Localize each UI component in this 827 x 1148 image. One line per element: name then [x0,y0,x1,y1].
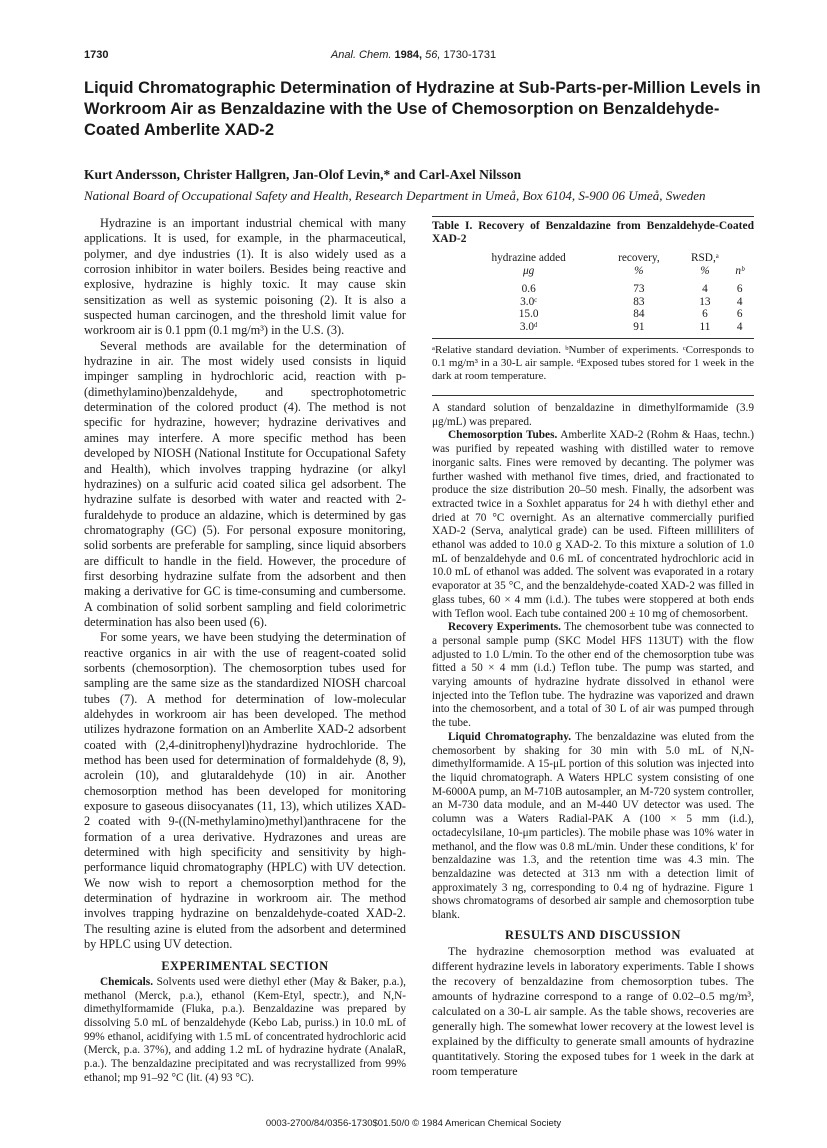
table-cell: 0.6 [521,283,536,295]
table-cell: 4 [736,320,743,333]
table-cell: 3.0ᵈ [519,320,538,333]
table-cell: 91 [633,320,645,333]
chemicals-heading: Chemicals. [100,975,154,988]
page-number: 1730 [84,49,109,61]
intro-paragraph-2: Several methods are available for the determination of hydrazine in air. The most widely used consists in liquid impinger sampling in hydrochloric acid, reaction with p-(dimethylamino)benzaldehyde, and spectrophotometric determination of the colored product (4). The method is not specific for hydrazine, however; hydrazine derivatives and amines may interfere. A more specific method has been developed by NIOSH (National Institute for Occupational Safety and Health), which involves trapping hydrazine (or alkyl hydrazines) on a sulfuric acid coated silica gel adsorbent. The hydrazine sulfate is desorbed with water and reacted with 2-furaldehyde to produce an aldazine, which is determined by gas chromatography (GC) (5). For personal exposure monitoring, solid sorbents are preferable for sampling, since liquid absorbers are difficult to handle in the field. However, the procedure of first desorbing hydrazine sulfate from the adsorbent and then making a derivative for GC is time-consuming and cumbersome. A combination of solid sorbent sampling and field colorimetric determination has also been used (6). [84,338,406,629]
table-row [458,308,748,321]
recovery-text: The chemosorbent tube was connected to a personal sample pump (SKC Model HFS 113UT) with the flow adjusted to 1.0 L/min. To the other end of the chemosorption tube was fitted a 50 × 4 mm (i.d.) Teflon tube. The pump was started, and varying amounts of hydrazine hydrate dissolved in ethanol were injected into the Teflon tube. The hydrazine was vaporized and drawn into the chemosorbent, and a total of 30 L of air was pumped through the tube. [432,621,754,730]
recovery-heading: Recovery Experiments. [448,621,561,634]
results-section-heading: RESULTS AND DISCUSSION [505,927,681,942]
table-header-cell: RSD,ᵃ [690,252,719,264]
table-cell: 6 [736,283,743,295]
standard-solution-paragraph: A standard solution of benzaldazine in dimethylformamide (3.9 μg/mL) was prepared. [432,402,754,428]
chemosorption-heading: Chemosorption Tubes. [448,429,558,442]
results-paragraph: The hydrazine chemosorption method was evaluated at different hydrazine levels in laboratory experiments. Table I shows the recovery of benzaldazine from chemosorption tubes. The amounts of hydrazine correspond to a range of 0.02–0.5 mg/m³, calculated on a 30-L air sample. As the table shows, recoveries are generally high. The somewhat lower recovery at the lowest level is explained by the difficulty to generate small amounts of hydrazine quantitatively. Storing the exposed tubes for 1 week in the dark at room temperature [432,944,754,1079]
chemicals-paragraph [84,976,406,1086]
journal-volume: 56, [425,49,441,61]
experimental-section-heading: EXPERIMENTAL SECTION [161,958,329,973]
right-column [432,216,754,1079]
table-cell: 15.0 [518,308,539,320]
table-caption: Table I. Recovery of Benzaldazine from Benzaldehyde-Coated XAD-2 [432,220,754,245]
table-cell: 4 [702,283,708,295]
table-cell: 11 [699,320,711,333]
table-footnote: ᵃRelative standard deviation. ᵇNumber of experiments. ᶜCorresponds to 0.1 mg/m³ in a 30-L air sample. ᵈExposed tubes stored for 1 week in the dark at room temperature. [432,338,754,383]
table-row [458,321,748,339]
journal-name: Anal. Chem. [330,49,392,61]
chemosorption-paragraph [432,429,754,621]
table-cell: 4 [736,295,743,308]
copyright-footer: 0003-2700/84/0356-1730$01.50/0 © 1984 American Chemical Society [265,1118,562,1129]
table-row [458,296,748,309]
journal-year: 1984, [394,49,423,61]
table-cell: 73 [633,283,645,295]
table-header-cell [731,252,748,265]
chemicals-text: Solvents used were diethyl ether (May & Baker, p.a.), methanol (Merck, p.a.), ethanol (Kem-Etyl, spectr.), and N,N-dimethylformamide (Fluka, p.a.). Benzaldazine was prepared by dissolving 5.0 mL of benzaldehyde (Kebo Lab, puriss.) in 10.0 mL of 99% ethanol, acidifying with 1.5 mL of concentrated hydrochloric acid (Merck, p.a. 37%), and adding 1.2 mL of hydrazine hydrate (AnalaR, p.a.). The benzaldazine precipitated and was recrystallized from 99% ethanol; mp 91–92 °C (lit. (4) 93 °C). [84,975,407,1084]
article-title: Liquid Chromatographic Determination of Hydrazine at Sub-Parts-per-Million Levels in Workroom Air as Benzaldazine with the Use of Chemosorption on Benzaldehyde-Coated Amberlite XAD-2 [84,79,761,139]
table-bottom-rule [432,395,754,396]
table-unit-cell: nᵇ [735,264,745,277]
table-header-cell: recovery, [618,252,660,264]
table-header-row [458,252,748,265]
recovery-table [458,252,748,338]
table-cell: 83 [633,295,645,308]
journal-pages: 1730-1731 [443,49,497,61]
intro-paragraph-3: For some years, we have been studying the determination of reactive organics in air with the use of reagent-coated solid sorbents (chemosorption). The chemosorption tubes used for sampling are the same size as the standardized NIOSH charcoal tubes (7). A method for determination of low-molecular aldehydes in workroom air has been developed. The method utilizes hydrazone formation on an Amberlite XAD-2 adsorbent coated with (2,4-dinitrophenyl)hydrazine hydrochloride. The method has been used for determination of formaldehyde (8, 9), acrolein (10), and glutaraldehyde (10) in air. Another chemosorption method has been developed for monitoring exposure to gaseous diisocyanates (11, 13), which utilizes XAD-2 coated with 9-((N-methylamino)methyl)anthracene for the formation of a urea derivative. Hydrazones and ureas are determined with high specificity and sensitivity by high-performance liquid chromatography (HPLC) with UV detection. We now wish to report a chemosorption method for the determination of hydrazine in workroom air. The method involves trapping hydrazine on benzaldehyde-coated XAD-2. The resulting azine is eluted from the adsorbent and determined by HPLC using UV detection. [84,630,406,952]
recovery-table-block [432,216,754,396]
table-row [458,283,748,296]
table-units-row [458,265,748,278]
table-unit-cell: μg [523,264,535,277]
table-cell: 6 [736,308,743,320]
chemosorption-text: Amberlite XAD-2 (Rohm & Haas, techn.) was purified by repeated washing with distilled water to remove inorganic salts. Fines were removed by decanting. The polymer was further washed with methanol five times, dried, and fractionated to produce the size distribution 20–50 mesh. Finally, the adsorbent was extracted twice in a Soxhlet apparatus for 24 h with diethyl ether and dried at 70 °C overnight. As an alternative commercially purified XAD-2 (Serva, analytical grade) can be used. Fifteen milliliters of ethanol was added to 10.0 g XAD-2. To this mixture a solution of 1.0 mL of benzaldehyde and 0.6 mL of concentrated hydrochloric acid in 10.0 mL of ethanol was added. The solvent was evaporated in a rotary evaporator at 35 °C, and the benzaldehyde-coated XAD-2 was filled in glass tubes, 60 × 4 mm (i.d.). The tubes were stoppered at both ends with Teflon wool. Each tube contained 200 ± 10 mg of chemosorbent. [432,429,755,620]
table-unit-cell: % [700,264,710,277]
journal-citation [0,49,827,61]
recovery-paragraph [432,621,754,731]
table-header-cell: hydrazine added [491,252,566,264]
lc-heading: Liquid Chromatography. [448,730,572,743]
affiliation: National Board of Occupational Safety and Health, Research Department in Umeå, Box 6104, S-900 06 Umeå, Sweden [84,188,706,203]
table-cell: 84 [633,308,645,320]
table-cell: 3.0ᶜ [520,295,538,308]
table-cell: 6 [702,308,708,320]
left-column [84,216,406,1085]
lc-paragraph [432,731,754,923]
table-unit-cell: % [634,264,644,277]
authors: Kurt Andersson, Christer Hallgren, Jan-Olof Levin,* and Carl-Axel Nilsson [84,167,522,182]
intro-paragraph-1: Hydrazine is an important industrial chemical with many applications. It is used, for example, in the pharmaceutical, polymer, and dye industries (1). It is also widely used as a corrosion inhibitor in water boilers. Besides being reactive and explosive, hydrazine is highly toxic. It may cause skin sensitization as well as systemic poisoning (2). It is also a suspected human carcinogen, and the threshold limit value for workroom air is 0.1 ppm (0.1 mg/m³) in the U.S. (3). [84,216,406,338]
lc-text: The benzaldazine was eluted from the chemosorbent by shaking for 30 min with 5.0 mL of N,N-dimethylformamide. A 15-μL portion of this solution was injected into the liquid chromatograph. A Waters HPLC system consisting of one M-6000A pump, an M-710B autosampler, an M-720 system controller, an M-730 data module, and an M-440 UV detector was used. The column was a Waters Radial-PAK A (100 × 5 mm (i.d.), octadecylsilane, 10-μm particles). The mobile phase was 10% water in methanol, and the flow was 0.8 mL/min. Under these conditions, k′ for benzaldazine was 1.3, and the retention time was 4.3 min. The benzaldazine was detected at 313 nm with a detection limit of approximately 3 ng, corresponding to 0.4 ng of hydrazine. Figure 1 shows chromatograms of desorbed air sample and chemosorption tube blank. [432,730,754,922]
table-cell: 13 [699,295,711,308]
